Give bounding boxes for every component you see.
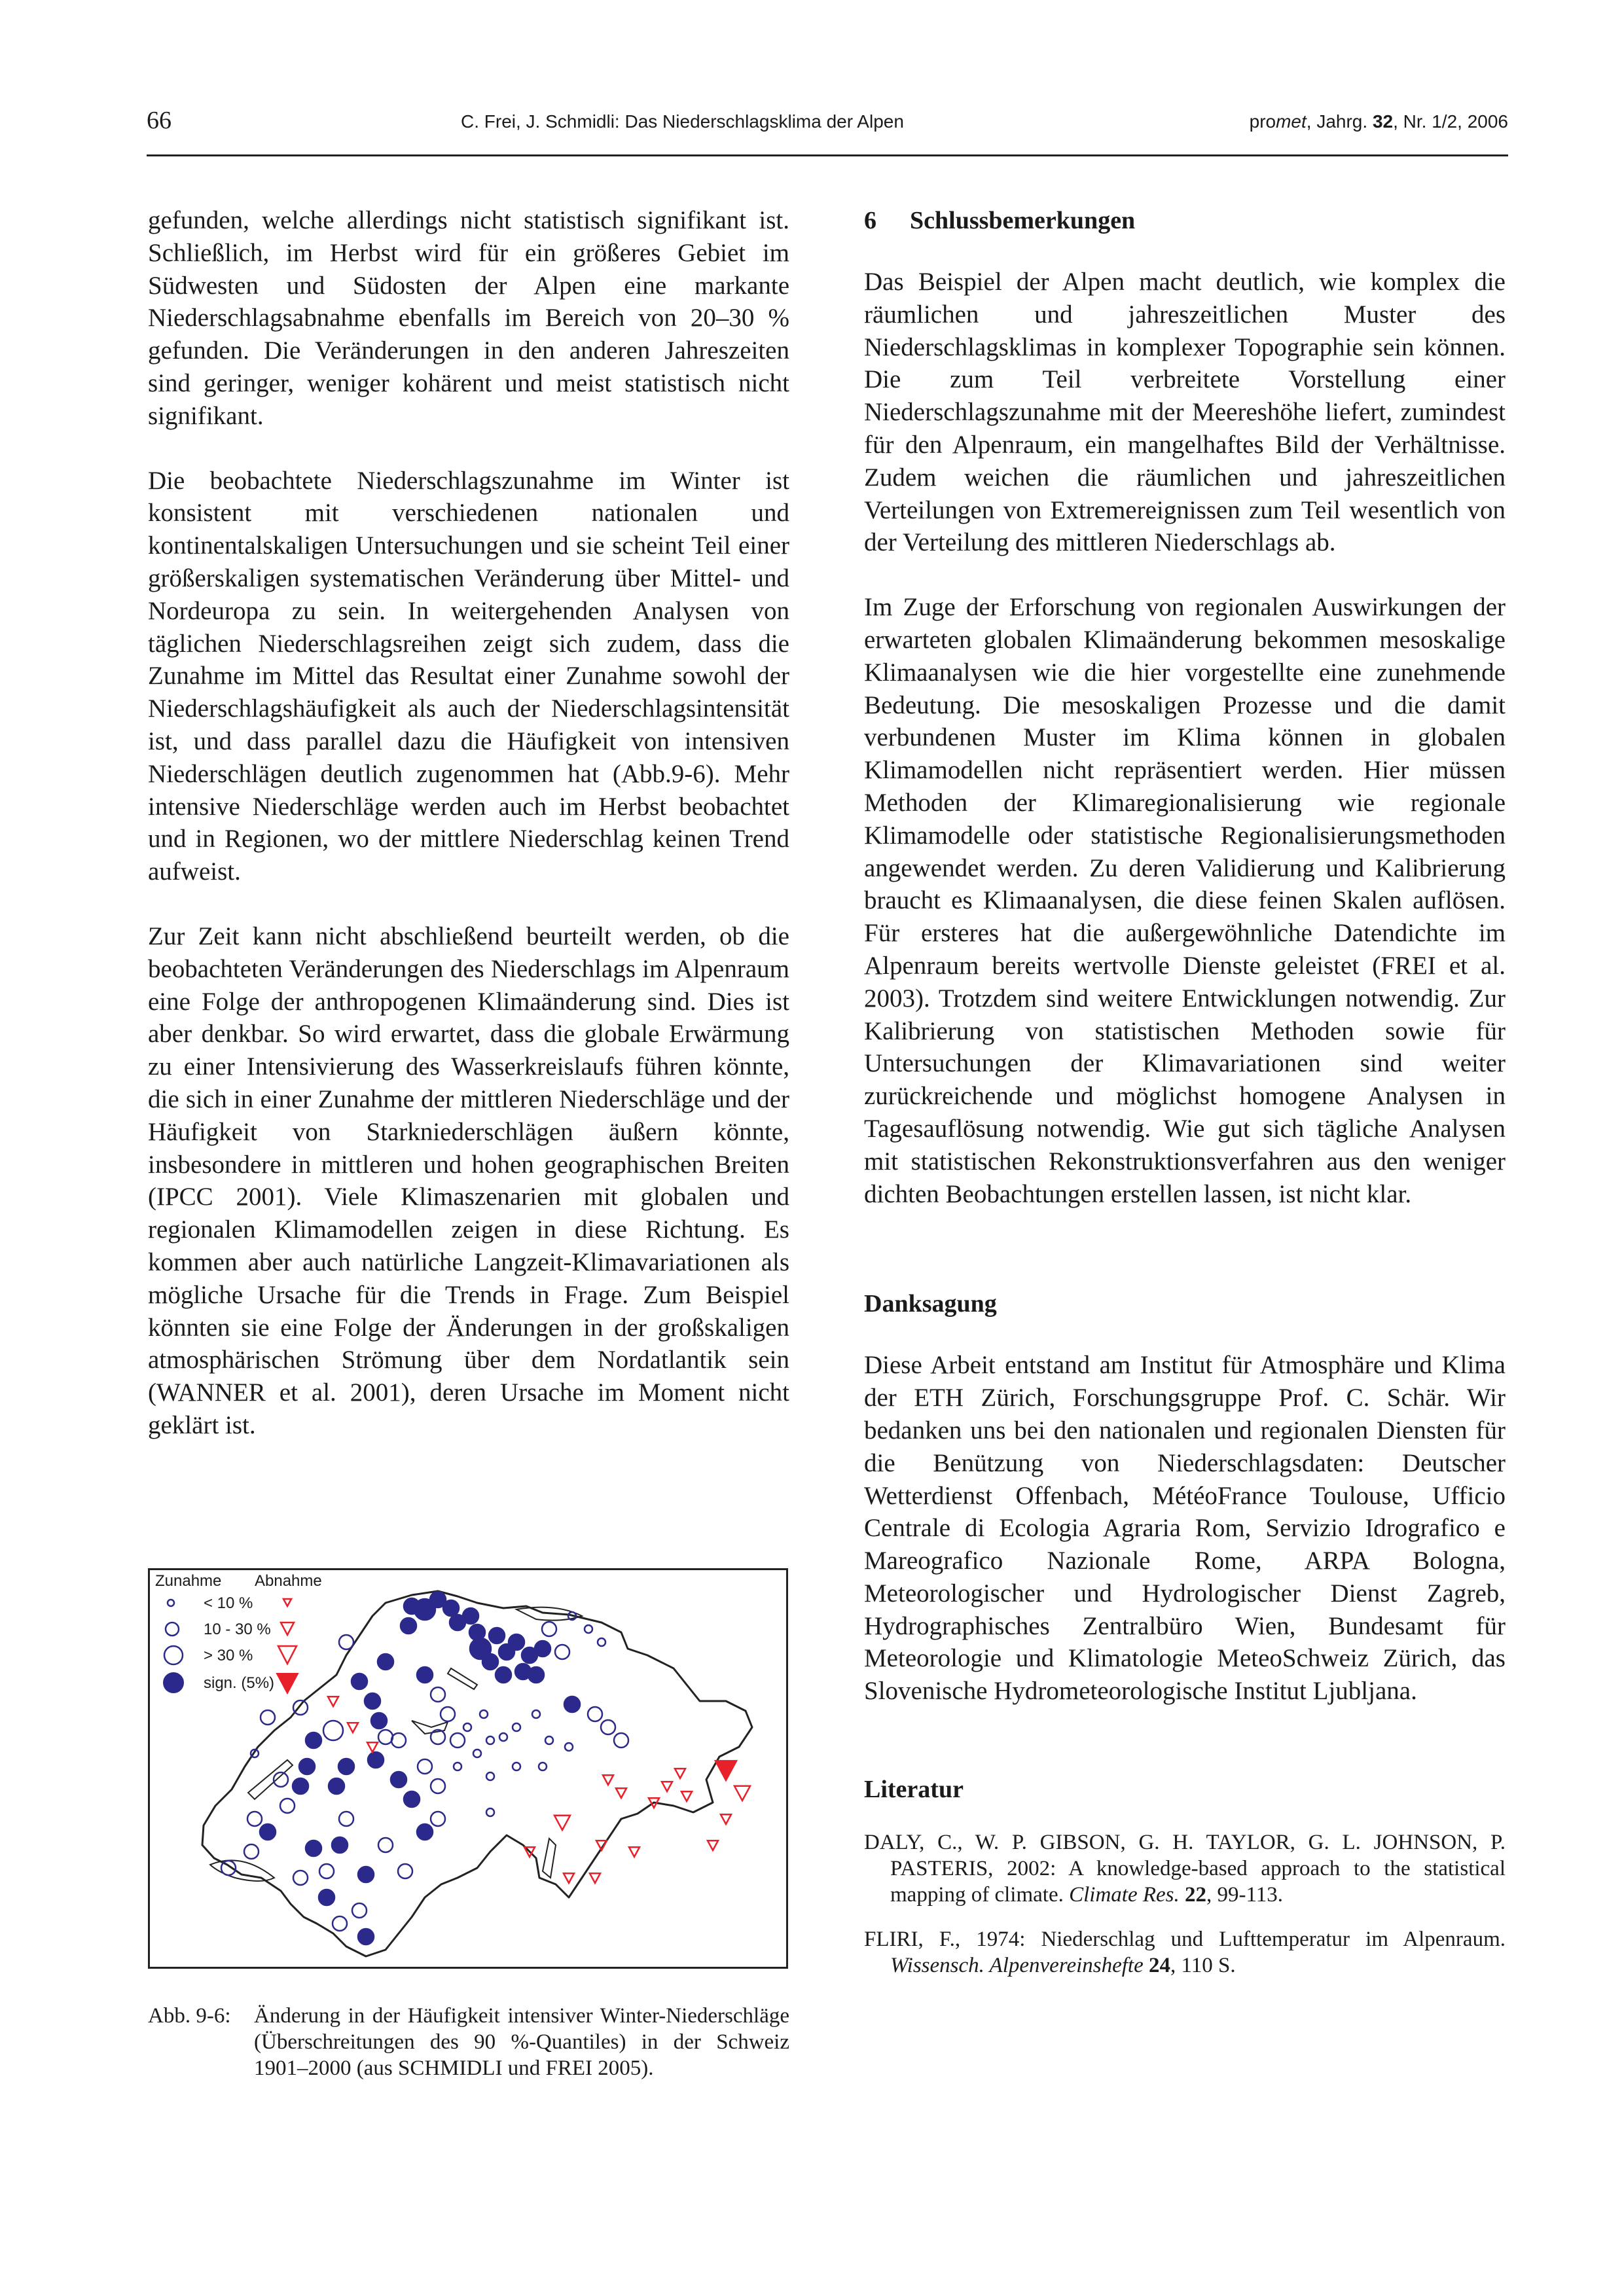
station-increase-marker — [601, 1720, 615, 1734]
station-increase-marker — [532, 1710, 540, 1718]
station-increase-marker — [280, 1799, 295, 1813]
station-increase-marker — [542, 1622, 556, 1636]
station-decrease-marker — [590, 1873, 600, 1883]
station-increase-marker — [473, 1749, 481, 1757]
lake-neuchatel — [248, 1760, 293, 1799]
station-increase-marker — [293, 1871, 308, 1885]
legend-inc-significant — [164, 1673, 183, 1693]
station-increase-marker — [398, 1864, 412, 1878]
station-increase-marker — [247, 1812, 262, 1826]
station-increase-marker — [535, 1641, 550, 1657]
legend-header-decrease: Abnahme — [255, 1572, 322, 1590]
station-increase-marker — [244, 1844, 259, 1859]
station-increase-marker — [417, 1667, 433, 1683]
header-rule — [147, 154, 1508, 156]
station-increase-marker — [417, 1824, 433, 1840]
station-increase-marker — [509, 1634, 524, 1650]
station-increase-marker — [319, 1864, 334, 1878]
station-increase-marker — [450, 1733, 465, 1748]
legend-dec-small — [283, 1599, 291, 1606]
station-increase-marker — [496, 1667, 511, 1683]
station-increase-marker — [404, 1791, 420, 1807]
map-legend — [155, 1572, 322, 1693]
station-increase-marker — [513, 1723, 520, 1731]
station-increase-marker — [489, 1628, 505, 1643]
station-increase-marker — [378, 1654, 393, 1670]
station-increase-marker — [391, 1733, 406, 1748]
station-decrease-marker — [681, 1791, 692, 1801]
station-decrease-marker — [603, 1775, 613, 1785]
station-increase-marker — [482, 1654, 498, 1670]
legend-label-1: < 10 % — [204, 1594, 253, 1612]
station-increase-marker — [352, 1674, 367, 1689]
station-increase-marker — [486, 1772, 494, 1780]
left-column — [148, 204, 789, 1442]
station-increase-marker — [463, 1608, 478, 1624]
caption-label: Abb. 9-6: — [148, 2004, 231, 2028]
legend-inc-medium — [166, 1623, 179, 1636]
station-increase-marker — [585, 1625, 592, 1633]
station-increase-marker — [454, 1763, 461, 1770]
station-increase-marker — [565, 1743, 573, 1751]
legend-label-4: sign. (5%) — [204, 1674, 275, 1692]
station-decrease-marker — [734, 1786, 750, 1801]
station-increase-marker — [293, 1700, 308, 1715]
paragraph: Das Beispiel der Alpen macht deutlich, wie komplex die räumlichen und jahreszeitlichen Muster des Niederschlagsklimas in komplexer Topographie sein können. Die zum Teil verbreitete Vorstellung einer Niederschlagszunahme mit der Meereshöhe liefert, zumindest für den Alpenraum, ein mangelhaftes Bild der Verhältnisse. Zudem weichen die räumlichen und jahreszeitlichen Verteilungen von Extremereignissen zum Teil wesentlich von der Verteilung des mittleren Niederschlags ab. — [864, 268, 1506, 557]
legend-label-2: 10 - 30 % — [204, 1621, 271, 1638]
station-increase-marker — [371, 1713, 387, 1729]
station-increase-marker — [323, 1721, 343, 1740]
acknowledgement-heading: Danksagung — [864, 1290, 997, 1318]
station-increase-marker — [306, 1732, 321, 1748]
figure-caption — [148, 2003, 789, 2081]
station-increase-marker — [431, 1779, 445, 1793]
lake-maggiore — [543, 1839, 556, 1878]
station-markers — [221, 1592, 750, 1945]
station-increase-marker — [401, 1618, 416, 1634]
station-increase-marker — [431, 1687, 445, 1702]
station-increase-marker — [528, 1667, 544, 1683]
station-increase-marker — [499, 1733, 507, 1741]
section-heading: 6 Schlussbemerkungen — [864, 207, 1136, 234]
journal-info: promet, Jahrg. 32, Nr. 1/2, 2006 — [1249, 111, 1508, 132]
page-header — [147, 103, 1508, 156]
station-increase-marker — [486, 1736, 494, 1744]
station-increase-marker — [564, 1696, 580, 1712]
station-decrease-marker — [564, 1873, 574, 1883]
legend-label-3: > 30 % — [204, 1647, 253, 1664]
legend-inc-small — [168, 1600, 174, 1606]
legend-dec-significant — [277, 1674, 298, 1693]
right-column — [864, 204, 1506, 1997]
switzerland-map — [150, 1570, 786, 1967]
station-increase-marker — [352, 1903, 367, 1918]
station-increase-marker — [299, 1759, 315, 1774]
station-increase-marker — [441, 1707, 455, 1721]
station-increase-marker — [391, 1772, 406, 1787]
station-decrease-marker — [675, 1768, 685, 1778]
legend-dec-medium — [281, 1623, 294, 1635]
station-decrease-marker — [662, 1782, 672, 1791]
station-increase-marker — [555, 1645, 569, 1659]
station-decrease-marker — [348, 1723, 358, 1732]
station-increase-marker — [418, 1759, 432, 1774]
paragraph: Zur Zeit kann nicht abschließend beurteilt werden, ob die beobachteten Veränderungen des Niederschlags im Alpenraum eine Folge der anthropogenen Klimaänderung sind. Dies ist aber denkbar. So wird erwartet, dass die globale Erwärmung zu einer Intensivierung des Wasserkreislaufs führen könnte, die sich in einer Zunahme der mittleren Niederschläge und der Häufigkeit von Starkniederschlägen äußern könnte, insbesondere in mittleren und hohen geographischen Breiten (IPCC 2001). Viele Klimaszenarien mit globalen und regionalen Klimamodellen zeigen in diese Richtung. Es kommen aber auch natürliche Langzeit-Klimavariationen als mögliche Ursache für die Trends in Frage. Zum Beispiel könnten sie eine Folge der Änderungen in der großskaligen atmosphärischen Strömung über dem Nordatlantik sein (WANNER et al. 2001), deren Ursache im Moment nicht geklärt ist. — [148, 922, 789, 1439]
station-increase-marker — [339, 1812, 353, 1826]
station-increase-marker — [486, 1808, 494, 1816]
station-increase-marker — [358, 1867, 374, 1882]
station-increase-marker — [598, 1638, 605, 1646]
reference-item: DALY, C., W. P. GIBSON, G. H. TAYLOR, G. L. JOHNSON, P. PASTERIS, 2002: A knowledge-based approach to the statistical mapping of climate. Climate Res. 22, 99-113. — [864, 1831, 1506, 1907]
legend-dec-large — [278, 1646, 297, 1664]
page-number: 66 — [147, 107, 171, 134]
station-decrease-marker — [616, 1788, 626, 1798]
station-increase-marker — [329, 1778, 344, 1794]
station-increase-marker — [378, 1838, 393, 1852]
station-increase-marker — [463, 1723, 471, 1731]
station-increase-marker — [443, 1600, 459, 1616]
station-increase-marker — [480, 1710, 488, 1718]
station-decrease-marker — [554, 1816, 570, 1830]
figure-map — [148, 1568, 788, 1969]
paragraph: Im Zuge der Erforschung von regionalen Auswirkungen der erwarteten globalen Klimaänderung bekommen mesoskalige Klimaanalysen wie die hier vorgestellte eine zunehmende Bedeutung. Die mesoskaligen Prozesse und die damit verbundenen Muster im Klima können in globalen Klimamodellen nicht repräsentiert werden. Hier müssen Methoden der Klimaregionalisierung wie regionale Klimamodelle oder statistische Regionalisierungsmethoden angewendet werden. Zu deren Validierung und Kalibrierung braucht es Klimaanalysen, die diese feinen Skalen auflösen. Für ersteres hat die außergewöhnliche Datendichte im Alpenraum bereits wertvolle Dienste geleistet (FREI et al. 2003). Trotzdem sind weitere Entwicklungen notwendig. Zur Kalibrierung von statistischen Methoden sowie für Untersuchungen der Klimavariationen sind weiter zurückreichende und möglichst homogene Analysen in Tagesauflösung notwendig. Wie gut sich tägliche Analysen mit statistischen Rekonstruktionsverfahren aus den weniger dichten Beobachtungen erstellen lassen, ist nicht klar. — [864, 593, 1506, 1208]
station-increase-marker — [368, 1752, 384, 1768]
station-increase-marker — [588, 1707, 602, 1721]
station-increase-marker — [539, 1763, 547, 1770]
lake-zurich — [448, 1668, 477, 1689]
station-decrease-marker — [629, 1847, 640, 1857]
station-increase-marker — [260, 1824, 276, 1840]
station-increase-marker — [293, 1778, 308, 1794]
paragraph: gefunden, welche allerdings nicht statistisch signifikant ist. Schließlich, im Herbst wird für ein größeres Gebiet im Südwesten und Südosten der Alpen eine markante Niederschlagsabnahme ebenfalls im Bereich von 20–30 % gefunden. Die Veränderungen in den anderen Jahreszeiten sind geringer, weniger kohärent und meist statistisch nicht signifikant. — [148, 206, 789, 430]
station-increase-marker — [332, 1837, 348, 1853]
station-increase-marker — [431, 1812, 445, 1826]
station-increase-marker — [545, 1736, 553, 1744]
station-decrease-marker — [721, 1814, 731, 1824]
reference-list — [864, 1829, 1506, 1979]
references-heading: Literatur — [864, 1776, 964, 1804]
station-increase-marker — [333, 1916, 347, 1931]
acknowledgement-text: Diese Arbeit entstand am Institut für Atmosphäre und Klima der ETH Zürich, Forschungsgruppe Prof. C. Schär. Wir bedanken uns bei den nationalen und regionalen Diensten für die Benützung von Niederschlagsdaten: Deutscher Wetterdienst Offenbach, MétéoFrance Toulouse, Ufficio Centrale di Ecologia Agraria Rom, Servizio Idrografico e Mareografico Nazionale Rome, ARPA Bologna, Meteorologischer und Hydrologischer Dienst Zagreb, Hydrographisches Zentralbüro Wien, Bundesamt für Meteorologie und Klimatologie MeteoSchweiz Zürich, das Slovenische Hydrometeorologische Institut Ljubljana. — [864, 1351, 1506, 1706]
station-increase-marker — [319, 1890, 334, 1905]
station-increase-marker — [338, 1759, 354, 1774]
station-decrease-marker — [715, 1761, 736, 1780]
station-increase-marker — [358, 1929, 374, 1945]
running-title: C. Frei, J. Schmidli: Das Niederschlagsklima der Alpen — [461, 111, 904, 132]
station-decrease-marker — [328, 1696, 338, 1706]
paragraph: Die beobachtete Niederschlagszunahme im Winter ist konsistent mit verschiedenen nationalen und kontinentalskaligen Untersuchungen und sie scheint Teil einer größerskaligen systematischen Veränderung über Mittel- und Nordeuropa zu sein. In weitergehenden Analysen von täglichen Niederschlagsreihen zeigt sich zudem, dass die Zunahme im Mittel das Resultat einer Zunahme sowohl der Niederschlagshäufigkeit als auch der Niederschlagsintensität ist, und dass parallel dazu die Häufigkeit von intensiven Niederschlägen deutlich zugenommen hat (Abb.9-6). Mehr intensive Niederschläge werden auch im Herbst beobachtet und in Regionen, wo der mittlere Niederschlag keinen Trend aufweist. — [148, 466, 789, 886]
station-increase-marker — [614, 1733, 628, 1748]
lake-geneva — [210, 1860, 274, 1881]
station-increase-marker — [365, 1693, 380, 1709]
legend-inc-large — [164, 1646, 183, 1664]
legend-header-increase: Zunahme — [155, 1572, 222, 1590]
station-increase-marker — [378, 1730, 393, 1744]
station-increase-marker — [339, 1635, 353, 1649]
caption-text: Änderung in der Häufigkeit intensiver Winter-Niederschläge (Überschreitungen des 90 %-Quantiles) in der Schweiz 1901–2000 (aus SCHMIDLI und FREI 2005). — [254, 2004, 789, 2080]
reference-item: FLIRI, F., 1974: Niederschlag und Lufttemperatur im Alpenraum. Wissensch. Alpenvereinshefte 24, 110 S. — [864, 1928, 1506, 1978]
station-decrease-marker — [596, 1840, 607, 1850]
station-increase-marker — [513, 1763, 520, 1770]
station-decrease-marker — [367, 1742, 378, 1752]
station-increase-marker — [306, 1840, 321, 1856]
station-increase-marker — [261, 1710, 275, 1725]
station-decrease-marker — [708, 1840, 718, 1850]
